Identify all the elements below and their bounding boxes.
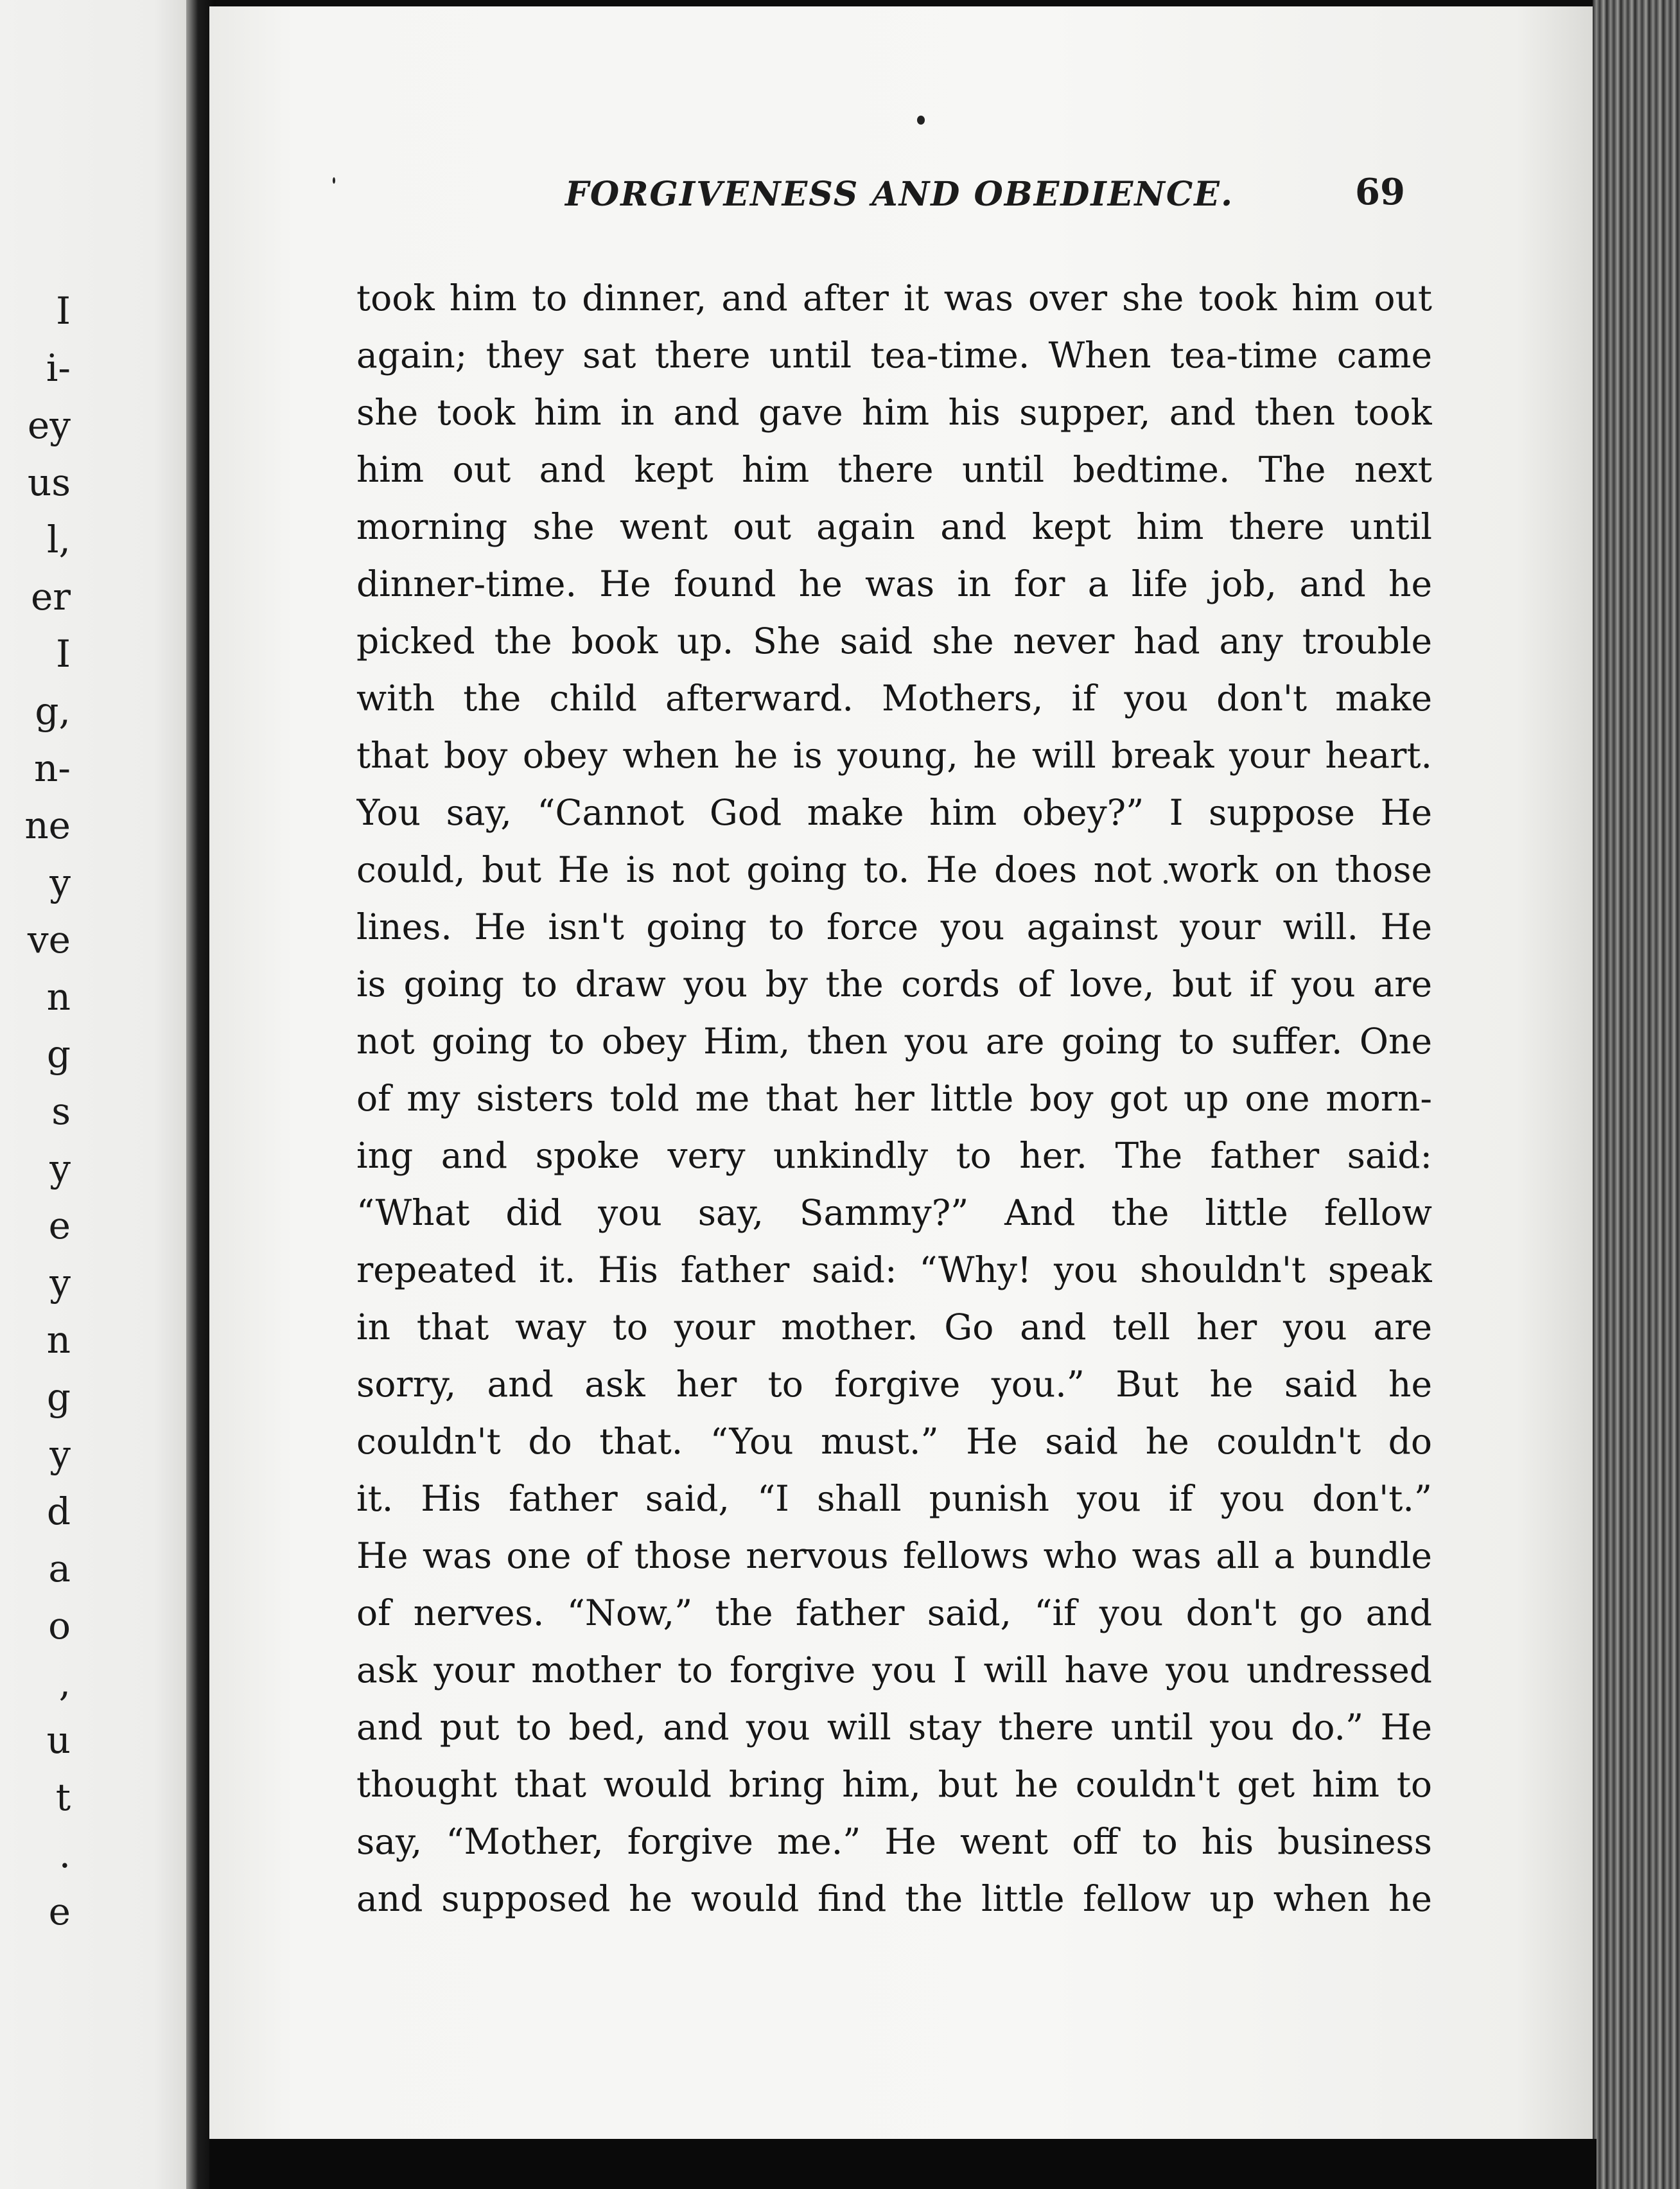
- text-line: of nerves. “Now,” the father said, “if you don't go and: [356, 1592, 1432, 1633]
- page-number: 69: [1355, 171, 1405, 213]
- facing-fragment: e: [48, 1890, 71, 1933]
- facing-fragment: n: [46, 1318, 71, 1362]
- facing-fragment: I: [56, 289, 71, 333]
- text-line: say, “Mother, forgive me.” He went off to his business: [356, 1821, 1432, 1862]
- facing-fragment: ne: [24, 804, 71, 847]
- text-line: lines. He isn't going to force you against your will. He: [356, 906, 1432, 947]
- text-line: sorry, and ask her to forgive you.” But he said he: [356, 1364, 1432, 1405]
- facing-fragment: n: [46, 975, 71, 1019]
- text-line: it. His father said, “I shall punish you if you don't.”: [356, 1478, 1432, 1519]
- bottom-shadow: [209, 2139, 1597, 2189]
- text-line: and put to bed, and you will stay there until you do.” He: [356, 1707, 1432, 1748]
- facing-fragment: g,: [35, 689, 71, 733]
- facing-fragment: g: [46, 1032, 71, 1076]
- facing-fragment: i-: [46, 346, 71, 390]
- facing-fragment: .: [58, 1833, 71, 1876]
- facing-fragment: o: [48, 1604, 71, 1648]
- facing-fragment: ,: [58, 1661, 71, 1705]
- text-line: He was one of those nervous fellows who was all a bundle: [356, 1535, 1432, 1576]
- facing-fragment: g: [46, 1375, 71, 1419]
- text-line: with the child afterward. Mothers, if you don't make: [356, 678, 1432, 719]
- facing-fragment: a: [48, 1547, 71, 1590]
- facing-fragment: ve: [27, 918, 71, 962]
- facing-fragment: ey: [27, 403, 71, 447]
- facing-fragment: y: [49, 861, 71, 904]
- text-line: in that way to your mother. Go and tell her you are: [356, 1306, 1432, 1348]
- text-line: ask your mother to forgive you I will have you undressed: [356, 1649, 1432, 1691]
- text-line: morning she went out again and kept him there until: [356, 506, 1432, 547]
- facing-fragment: d: [46, 1490, 71, 1533]
- facing-fragment: l,: [47, 518, 71, 561]
- body-text: [356, 270, 1432, 1928]
- ink-speck: [333, 177, 335, 184]
- facing-fragment: u: [46, 1718, 71, 1762]
- facing-fragment: s: [51, 1089, 71, 1133]
- running-head: FORGIVENESS AND OBEDIENCE.: [565, 175, 1234, 214]
- text-line: of my sisters told me that her little boy got up one morn-: [356, 1078, 1432, 1119]
- text-line: You say, “Cannot God make him obey?” I suppose He: [356, 792, 1432, 833]
- text-line: could, but He is not going to. He does not work on those: [356, 849, 1432, 890]
- facing-fragment: e: [48, 1204, 71, 1247]
- facing-fragment: us: [27, 461, 71, 504]
- text-line: “What did you say, Sammy?” And the little fellow: [356, 1192, 1432, 1233]
- text-line: not going to obey Him, then you are going to suffer. One: [356, 1021, 1432, 1062]
- facing-fragment: I: [56, 632, 71, 676]
- facing-fragment: er: [30, 575, 71, 619]
- facing-fragment: n-: [34, 746, 71, 790]
- text-line: and supposed he would find the little fellow up when he: [356, 1878, 1432, 1919]
- text-line: dinner-time. He found he was in for a life job, and he: [356, 563, 1432, 604]
- text-line: couldn't do that. “You must.” He said he couldn't do: [356, 1421, 1432, 1462]
- text-line: is going to draw you by the cords of love, but if you are: [356, 963, 1432, 1005]
- facing-fragment: y: [49, 1147, 71, 1190]
- text-line: ing and spoke very unkindly to her. The father said:: [356, 1135, 1432, 1176]
- facing-fragment: y: [49, 1261, 71, 1305]
- ink-speck: [917, 116, 925, 125]
- text-line: repeated it. His father said: “Why! you shouldn't speak: [356, 1249, 1432, 1290]
- facing-page: [0, 0, 193, 2189]
- facing-fragment: t: [55, 1775, 71, 1819]
- text-line: thought that would bring him, but he couldn't get him to: [356, 1764, 1432, 1805]
- text-line: that boy obey when he is young, he will break your heart.: [356, 735, 1432, 776]
- facing-fragment: y: [49, 1432, 71, 1476]
- facing-page-text: [0, 283, 71, 1940]
- text-line: picked the book up. She said she never had any trouble: [356, 620, 1432, 662]
- text-line: him out and kept him there until bedtime. The next: [356, 449, 1432, 490]
- text-line: she took him in and gave him his supper, and then took: [356, 392, 1432, 433]
- page-edges: [1593, 0, 1680, 2189]
- text-line: again; they sat there until tea-time. When tea-time came: [356, 335, 1432, 376]
- text-line: took him to dinner, and after it was over she took him out: [356, 277, 1432, 319]
